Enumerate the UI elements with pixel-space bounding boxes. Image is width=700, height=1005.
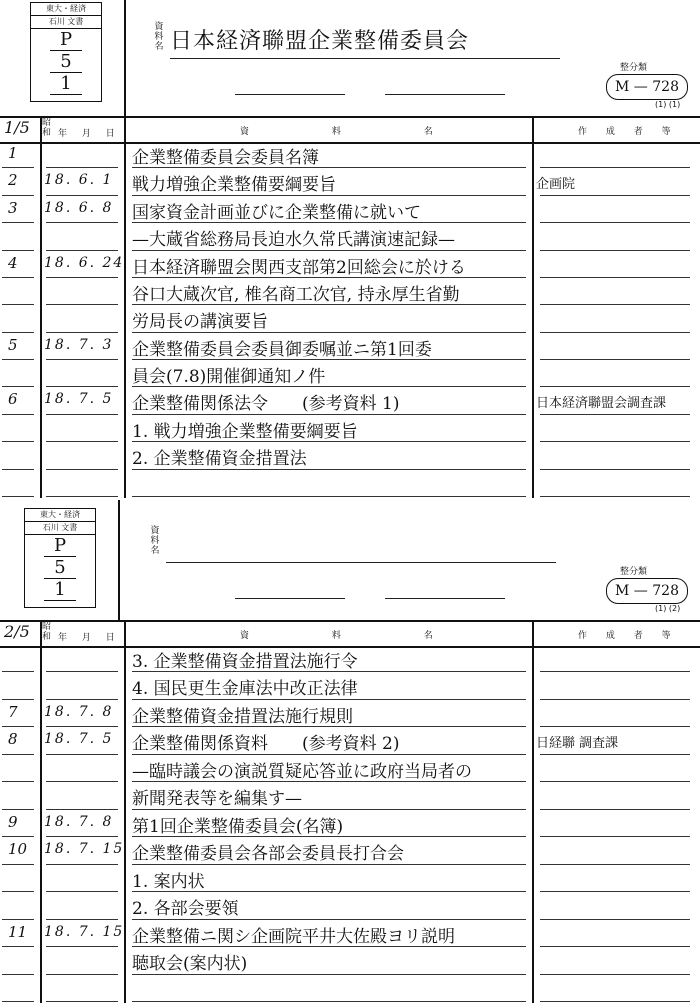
row-number: 3 <box>8 198 18 217</box>
row-rule-author <box>540 441 690 442</box>
row-rule-date <box>46 332 118 333</box>
row-title: 企業整備委員会委員名簿 <box>132 148 319 168</box>
row-rule-no <box>2 359 34 360</box>
row-rule-no <box>2 809 34 810</box>
stamp-n2-text: 1 <box>44 579 75 601</box>
row-rule-date <box>46 414 118 415</box>
row-number: 2 <box>8 171 18 190</box>
table-row <box>0 701 700 728</box>
row-rule-date <box>46 671 118 672</box>
row-rule-author <box>540 332 690 333</box>
shelf-code: M — 728 <box>615 583 679 599</box>
table-row <box>0 976 700 1003</box>
row-rule-date <box>46 277 118 278</box>
row-author: 企画院 <box>536 177 576 193</box>
stamp-p-text: P <box>44 535 76 557</box>
row-title: 員会(7.8)開催御通知ノ件 <box>132 367 326 388</box>
row-rule-author <box>540 496 690 497</box>
table-row <box>0 811 700 838</box>
header-title: 資 料 名 <box>240 631 473 641</box>
row-title: 企業整備関係資料 (参考資料 2) <box>132 734 400 755</box>
shelf-code: M — 728 <box>615 79 679 95</box>
row-rule-date <box>46 359 118 360</box>
header-divider <box>118 500 120 620</box>
row-title: —大蔵省総務局長迫水久常氏講演速記録— <box>132 230 455 251</box>
row-rule-no <box>2 836 34 837</box>
row-rule-no <box>2 304 34 305</box>
row-number: 4 <box>8 253 18 272</box>
header-title: 資 料 名 <box>240 127 473 137</box>
stamp-n2 <box>31 73 101 95</box>
row-rule-date <box>46 809 118 810</box>
row-rule-no <box>2 332 34 333</box>
row-number: 10 <box>8 840 28 859</box>
row-rule-no <box>2 250 34 251</box>
row-rule-no <box>2 414 34 415</box>
shelf-label: 整分類 <box>620 63 648 73</box>
row-rule-title <box>132 1001 526 1002</box>
row-rule-author <box>540 386 690 387</box>
stamp-line-2: 石川 文書 <box>31 16 101 29</box>
row-title: 日本経済聯盟会関西支部第2回総会に於ける <box>132 257 466 278</box>
row-rule-no <box>2 1001 34 1002</box>
table-row <box>0 673 700 700</box>
row-date: 18. 7. 5 <box>44 391 114 408</box>
row-title: 2. 企業整備資金措置法 <box>132 449 307 470</box>
table-top-rule <box>0 116 700 118</box>
row-rule-date <box>46 386 118 387</box>
row-number: 6 <box>8 390 18 409</box>
table-row <box>0 197 700 224</box>
row-rule-author <box>540 195 690 196</box>
subtitle-underline-b <box>385 94 505 95</box>
row-rule-author <box>540 809 690 810</box>
row-rule-author <box>540 250 690 251</box>
row-date: 18. 7. 3 <box>44 336 114 353</box>
row-title: 3. 企業整備資金措置法施行令 <box>132 652 358 672</box>
row-rule-author <box>540 222 690 223</box>
row-rule-title <box>132 496 526 497</box>
row-date: 18. 7. 5 <box>44 731 114 748</box>
table-row <box>0 728 700 755</box>
stamp-n1 <box>31 51 101 73</box>
row-number: 9 <box>8 812 18 831</box>
row-title: 4. 国民更生金庫法中改正法律 <box>132 679 358 700</box>
stamp-n2 <box>25 579 95 601</box>
shelf-sub: (1) (2) <box>655 604 681 613</box>
archive-stamp <box>24 508 96 608</box>
row-rule-no <box>2 754 34 755</box>
row-rule-author <box>540 167 690 168</box>
row-number: 11 <box>8 922 28 941</box>
row-title: 1. 戦力増強企業整備要綱要旨 <box>132 421 358 442</box>
table-row <box>0 866 700 893</box>
row-rule-no <box>2 441 34 442</box>
row-date: 18. 6. 8 <box>44 199 114 216</box>
row-rule-author <box>540 864 690 865</box>
row-title: 第1回企業整備委員会(名簿) <box>132 816 344 837</box>
shelf-code-box <box>606 578 688 604</box>
table-row <box>0 893 700 920</box>
row-rule-date <box>46 919 118 920</box>
row-rule-date <box>46 441 118 442</box>
row-rule-date <box>46 304 118 305</box>
row-rule-no <box>2 781 34 782</box>
row-rule-author <box>540 726 690 727</box>
table-row <box>0 279 700 306</box>
row-rule-author <box>540 836 690 837</box>
stamp-line-1: 東大・経済 <box>31 3 101 16</box>
row-rule-author <box>540 304 690 305</box>
row-rule-no <box>2 195 34 196</box>
stamp-line-2: 石川 文書 <box>25 522 95 535</box>
subtitle-underline-a <box>235 598 345 599</box>
row-rule-date <box>46 974 118 975</box>
row-rule-date <box>46 754 118 755</box>
row-rule-date <box>46 891 118 892</box>
row-rule-author <box>540 414 690 415</box>
row-title: 2. 各部会要領 <box>132 899 239 920</box>
table-row <box>0 388 700 415</box>
row-rule-date <box>46 469 118 470</box>
row-rule-no <box>2 726 34 727</box>
row-rule-date <box>46 699 118 700</box>
row-rule-no <box>2 864 34 865</box>
row-rule-date <box>46 496 118 497</box>
row-rule-no <box>2 671 34 672</box>
row-rule-no <box>2 386 34 387</box>
table-top-rule <box>0 620 700 622</box>
row-rule-author <box>540 359 690 360</box>
row-rule-date <box>46 726 118 727</box>
row-title: 国家資金計画並びに企業整備に就いて <box>132 202 421 223</box>
row-rule-author <box>540 781 690 782</box>
row-rule-date <box>46 1001 118 1002</box>
row-rule-date <box>46 836 118 837</box>
shelf-label: 整分類 <box>620 567 648 577</box>
title-label: 資料名 <box>150 526 160 556</box>
row-rule-author <box>540 1001 690 1002</box>
table-row <box>0 948 700 975</box>
row-rule-date <box>46 781 118 782</box>
title-label: 資料名 <box>154 22 164 52</box>
row-date: 18. 7. 8 <box>44 703 114 720</box>
row-rule-author <box>540 891 690 892</box>
row-title: 企業整備委員会各部会委員長打合会 <box>132 844 404 865</box>
row-rule-date <box>46 167 118 168</box>
page-number: 1/5 <box>4 118 30 137</box>
row-rule-author <box>540 974 690 975</box>
page-number: 2/5 <box>4 622 30 641</box>
row-title: 1. 案内状 <box>132 871 205 892</box>
row-rule-author <box>540 919 690 920</box>
stamp-n1 <box>25 557 95 579</box>
table-row <box>0 334 700 361</box>
row-rule-author <box>540 699 690 700</box>
row-rule-no <box>2 167 34 168</box>
row-title: 谷口大蔵次官, 椎名商工次官, 持永厚生省勤 <box>132 284 460 305</box>
stamp-n1-text: 5 <box>50 51 81 73</box>
row-number: 5 <box>8 335 18 354</box>
table-row <box>0 142 700 169</box>
header-era: 昭和 <box>42 622 52 642</box>
row-title: 企業整備資金措置法施行規則 <box>132 706 353 727</box>
row-title: 企業整備関係法令 (参考資料 1) <box>132 394 400 415</box>
row-number: 1 <box>8 144 18 162</box>
row-rule-date <box>46 250 118 251</box>
header-author: 作 成 者 等 <box>578 127 679 137</box>
row-rule-no <box>2 946 34 947</box>
subtitle-underline-b <box>385 598 505 599</box>
stamp-n2-text: 1 <box>50 73 81 95</box>
table-row <box>0 252 700 279</box>
row-rule-no <box>2 699 34 700</box>
row-title: 労局長の講演要旨 <box>132 312 268 333</box>
stamp-n1-text: 5 <box>44 557 75 579</box>
table-row <box>0 471 700 498</box>
row-author: 日本経済聯盟会調査課 <box>536 396 667 412</box>
document-sheet-1 <box>0 0 700 500</box>
row-rule-no <box>2 277 34 278</box>
row-title: 企業整備委員会委員御委嘱並ニ第1回委 <box>132 339 432 360</box>
header-divider <box>124 0 126 116</box>
row-rule-author <box>540 754 690 755</box>
row-title: 企業整備ニ関シ企画院平井大佐殿ヨリ説明 <box>132 926 455 947</box>
table-row <box>0 783 700 810</box>
row-date: 18. 6. 1 <box>44 172 114 189</box>
shelf-code-box <box>606 74 688 100</box>
table-row <box>0 646 700 673</box>
row-date: 18. 6. 24 <box>44 254 125 271</box>
row-date: 18. 7. 15 <box>44 923 125 940</box>
table-row <box>0 361 700 388</box>
table-row <box>0 224 700 251</box>
stamp-line-1: 東大・経済 <box>25 509 95 522</box>
row-rule-author <box>540 946 690 947</box>
stamp-p <box>25 535 95 557</box>
shelf-sub: (1) (1) <box>655 100 681 109</box>
row-date: 18. 7. 15 <box>44 841 125 858</box>
stamp-p <box>31 29 101 51</box>
stamp-p-text: P <box>50 29 82 51</box>
row-rule-no <box>2 496 34 497</box>
row-rule-date <box>46 195 118 196</box>
header-date: 年 月 日 <box>58 633 121 643</box>
row-rule-no <box>2 974 34 975</box>
table-row <box>0 169 700 196</box>
row-rule-date <box>46 946 118 947</box>
header-author: 作 成 者 等 <box>578 631 679 641</box>
row-date: 18. 7. 8 <box>44 813 114 830</box>
row-rule-author <box>540 469 690 470</box>
row-title: 戦力増強企業整備要綱要旨 <box>132 175 336 196</box>
table-row <box>0 756 700 783</box>
table-row <box>0 416 700 443</box>
table-row <box>0 443 700 470</box>
header-era: 昭和 <box>42 118 52 138</box>
document-title: 日本経済聯盟企業整備委員会 <box>170 29 470 54</box>
row-title: 新聞発表等を編集す— <box>132 789 302 810</box>
document-sheet-2 <box>0 500 700 1005</box>
archive-stamp <box>30 2 102 102</box>
row-rule-no <box>2 469 34 470</box>
row-rule-date <box>46 864 118 865</box>
row-rule-author <box>540 671 690 672</box>
row-number: 7 <box>8 702 18 721</box>
row-title: —臨時議会の演説質疑応答並に政府当局者の <box>132 761 472 782</box>
subtitle-underline-a <box>235 94 345 95</box>
row-rule-no <box>2 891 34 892</box>
row-title: 聴取会(案内状) <box>132 954 248 975</box>
table-row <box>0 306 700 333</box>
title-underline <box>166 562 556 563</box>
row-rule-author <box>540 277 690 278</box>
header-date: 年 月 日 <box>58 129 121 139</box>
table-row <box>0 921 700 948</box>
row-number: 8 <box>8 730 18 749</box>
title-underline <box>170 58 560 59</box>
row-rule-date <box>46 222 118 223</box>
row-rule-no <box>2 919 34 920</box>
row-author: 日経聯 調査課 <box>536 736 619 752</box>
row-rule-no <box>2 222 34 223</box>
table-row <box>0 838 700 865</box>
